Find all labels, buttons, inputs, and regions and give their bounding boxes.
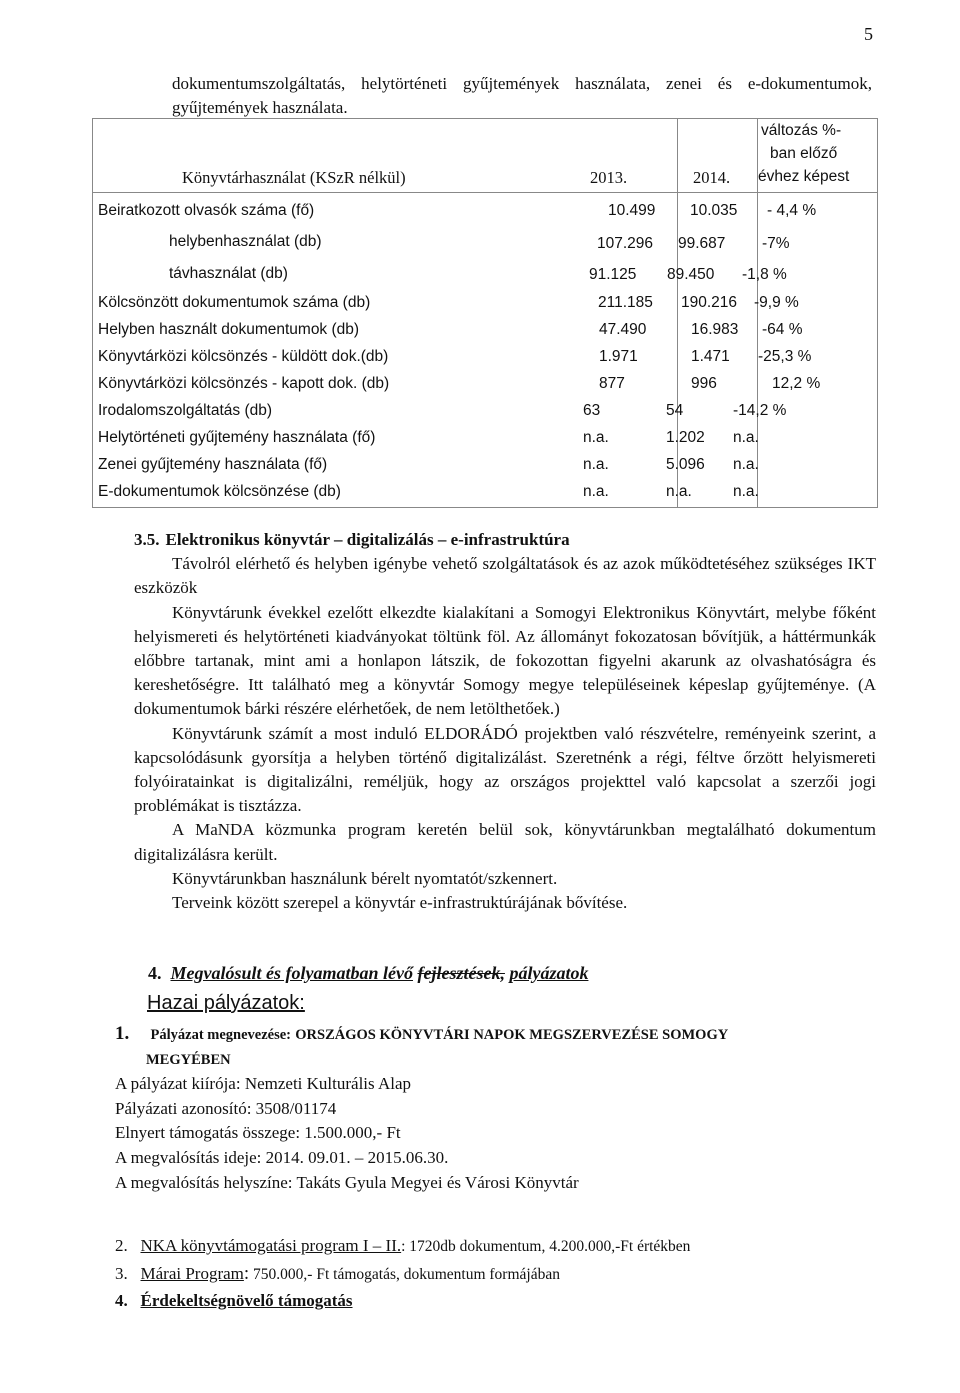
section-3-5-paragraph: Terveink között szerepel a könyvtár e-infrastruktúrájának bővítése.: [172, 893, 628, 913]
table-cell-change: -7%: [762, 235, 790, 252]
table-cell-2013: 91.125: [589, 266, 637, 283]
table-row-label: Könyvtárközi kölcsönzés - kapott dok. (db): [98, 375, 390, 392]
table-cell-2013: 47.490: [599, 321, 647, 338]
table-cell-2014: 996: [691, 375, 717, 392]
table-cell-2014: 1.202: [666, 429, 705, 446]
table-row-label: E-dokumentumok kölcsönzése (db): [98, 483, 341, 500]
table-cell-2013: 1.971: [599, 348, 638, 365]
palyazat-1-osszeg: Elnyert támogatás összege: 1.500.000,- Ft: [115, 1123, 401, 1143]
table-cell-2014: 54: [666, 402, 684, 419]
table-cell-2014: n.a.: [666, 483, 692, 500]
table-row-label: Helytörténeti gyűjtemény használata (fő): [98, 429, 376, 446]
list-item: 2. NKA könyvtámogatási program I – II.: 1720db dokumentum, 4.200.000,-Ft értékben: [115, 1236, 691, 1255]
table-cell-2014: 5.096: [666, 456, 705, 473]
palyazat-1-azonosito: Pályázati azonosító: 3508/01174: [115, 1098, 337, 1118]
table-row-label: helybenhasználat (db): [169, 233, 322, 250]
table-cell-change: -64 %: [762, 321, 803, 338]
palyazat-1-name-cont: MEGYÉBEN: [146, 1051, 231, 1068]
table-row-label: Helyben használt dokumentumok (db): [98, 321, 360, 338]
table-cell-2014: 89.450: [667, 266, 715, 283]
table-row-label: távhasználat (db): [169, 265, 288, 282]
table-cell-change: n.a.: [733, 483, 759, 500]
table-cell-change: -9,9 %: [754, 294, 799, 311]
section-3-5-heading: 3.5. Elektronikus könyvtár – digitalizálás – e-infrastruktúra: [134, 530, 570, 549]
table-row-label: Irodalomszolgáltatás (db): [98, 402, 273, 419]
section-3-5-paragraph: A MaNDA közmunka program keretén belül sok, könyvtárunkban megtalálható dokumentum digitalizálásra került.: [134, 820, 876, 864]
table-header-label: Könyvtárhasználat (KSzR nélkül): [182, 168, 406, 187]
table-cell-2013: n.a.: [583, 483, 609, 500]
table-cell-2014: 10.035: [690, 202, 738, 219]
table-cell-change: n.a.: [733, 456, 759, 473]
hazai-palyazatok-title: Hazai pályázatok:: [147, 992, 305, 1014]
table-cell-change: -1,8 %: [742, 266, 787, 283]
section-3-5-paragraph: Könyvtárunkban használunk bérelt nyomtatót/szkennert.: [172, 868, 558, 888]
section-3-5-subheading: Távolról elérhető és helyben igénybe vehető szolgáltatások és az azok működtetéséhez szükséges IKT eszközök: [134, 554, 876, 598]
table-cell-2013: 877: [599, 375, 625, 392]
table-row-label: Könyvtárközi kölcsönzés - küldött dok.(db): [98, 348, 389, 365]
table-cell-2014: 16.983: [691, 321, 739, 338]
page-number: 5: [864, 24, 873, 44]
palyazat-1-helyszin: A megvalósítás helyszíne: Takáts Gyula Megyei és Városi Könyvtár: [115, 1172, 579, 1192]
table-header-2014: 2014.: [693, 168, 731, 187]
section-3-5: [134, 528, 876, 915]
usage-table: [92, 118, 878, 508]
table-cell-change: - 4,4 %: [767, 202, 817, 219]
section-3-5-paragraph: Könyvtárunk évekkel ezelőtt elkezdte kialakítani a Somogyi Elektronikus Könyvtárt, melybe főként helyismereti és helytörténeti kiadványokat töltünk föl. Az állományt fokozatosan bővítjük, a háttérmunkák előbbre tartanak, mint ami a honlapon látszik, de fokozottan figyelni akarunk az olvashatóságra és kereshetőségre. Itt található meg a könyvtár Somogy megye településeinek képeslap gyűjteménye. (A dokumentumok bárki részére elérhetőek, de nem letölthetőek.): [134, 602, 876, 719]
table-row-label: Zenei gyűjtemény használata (fő): [98, 456, 328, 473]
table-header-change-1: változás %-: [761, 122, 842, 139]
table-cell-change: 12,2 %: [772, 375, 821, 392]
intro-paragraph: dokumentumszolgáltatás, helytörténeti gyűjtemények használata, zenei és e-dokumentumok, gyűjtemények használata.: [172, 74, 872, 117]
section-3-5-paragraph: Könyvtárunk számít a most induló ELDORÁDÓ projektben való részvételre, reményeink szerint, a kapcsolódásunk gyorsítja a helyben történő digitalizálást. Szeretnénk a régi, féltve őrzött helyismereti folyóiratainkat is digitalizálni, reméljük, hogy az országos projekttel való kapcsolat a szerzői jogi problémákat is tisztázza.: [134, 723, 876, 816]
table-cell-2013: n.a.: [583, 456, 609, 473]
table-cell-change: -25,3 %: [758, 348, 812, 365]
table-cell-2014: 99.687: [678, 235, 726, 252]
table-cell-2013: 63: [583, 402, 601, 419]
table-row-label: Kölcsönzött dokumentumok száma (db): [98, 294, 371, 311]
palyazat-list: [115, 1233, 690, 1315]
section-4-heading: 4. Megvalósult és folyamatban lévő fejlesztések, pályázatok: [148, 963, 589, 983]
table-cell-2013: 107.296: [597, 235, 654, 252]
table-row-label: Beiratkozott olvasók száma (fő): [98, 202, 315, 219]
table-cell-2014: 190.216: [681, 294, 738, 311]
palyazat-1: [115, 1022, 880, 1195]
palyazat-1-ideje: A megvalósítás ideje: 2014. 09.01. – 2015.06.30.: [115, 1147, 449, 1167]
palyazat-1-name: 1. Pályázat megnevezése: ORSZÁGOS KÖNYVTÁRI NAPOK MEGSZERVEZÉSE SOMOGY: [115, 1023, 729, 1044]
list-item: 4. Érdekeltségnövelő támogatás: [115, 1291, 353, 1310]
table-cell-change: n.a.: [733, 429, 759, 446]
table-cell-change: -14,2 %: [733, 402, 787, 419]
table-header-2013: 2013.: [590, 168, 628, 187]
table-cell-2013: n.a.: [583, 429, 609, 446]
table-header-change-2: ban előző: [770, 145, 838, 162]
list-item: 3. Márai Program: 750.000,- Ft támogatás, dokumentum formájában: [115, 1262, 560, 1284]
table-cell-2013: 10.499: [608, 202, 656, 219]
table-cell-2014: 1.471: [691, 348, 730, 365]
table-header-change-3: évhez képest: [758, 168, 850, 185]
table-cell-2013: 211.185: [598, 294, 653, 311]
palyazat-1-kiiro: A pályázat kiírója: Nemzeti Kulturális Alap: [115, 1074, 411, 1094]
